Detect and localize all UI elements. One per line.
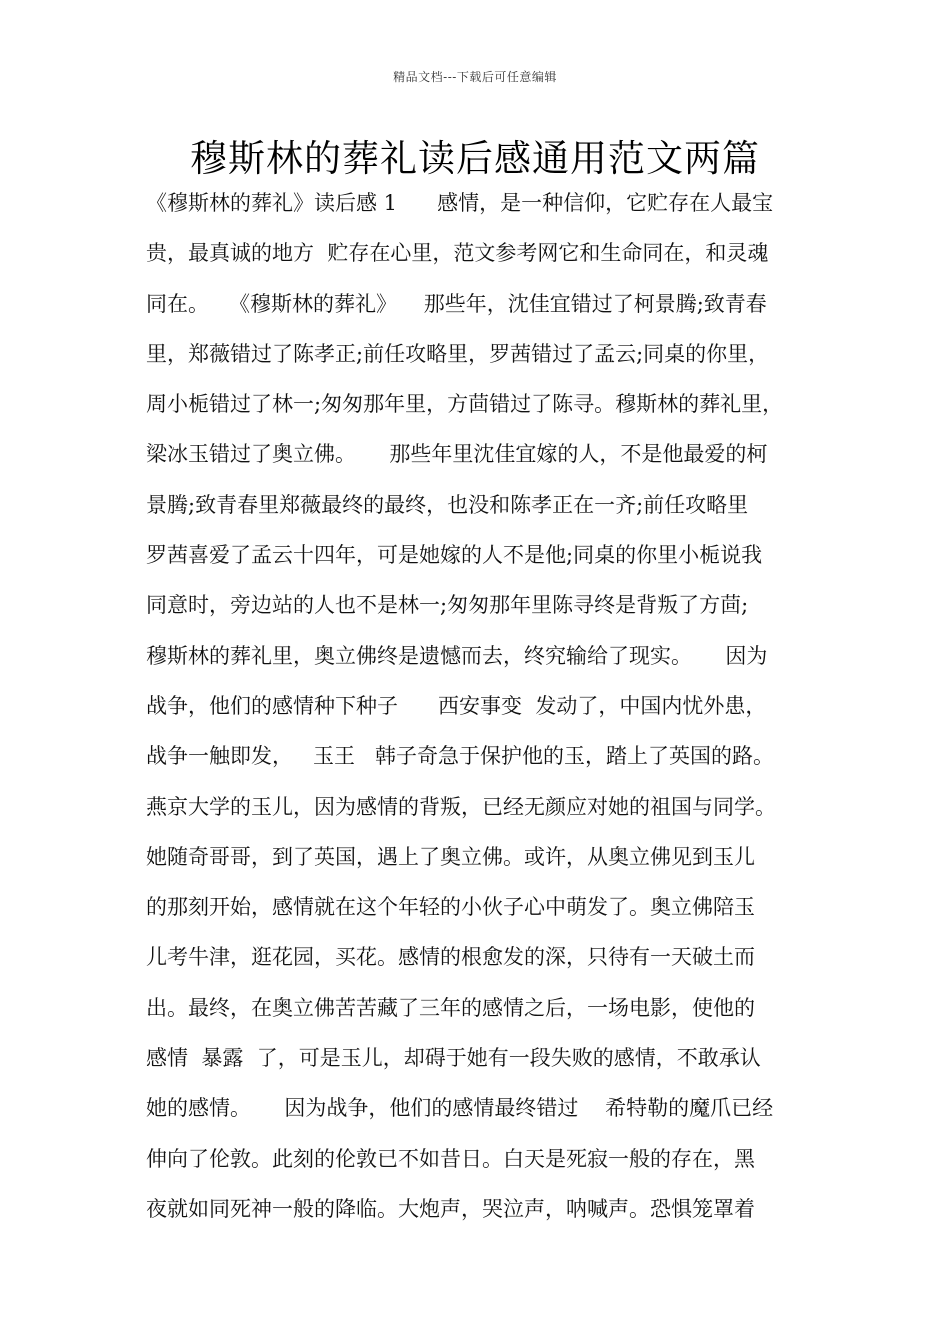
body-line: 伸向了伦敦。此刻的伦敦已不如昔日。白天是死寂一般的存在，黑: [146, 1146, 755, 1171]
body-line: 夜就如同死神一般的降临。大炮声，哭泣声，呐喊声。恐惧笼罩着: [146, 1196, 755, 1221]
document-title: 穆斯林的葬礼读后感通用范文两篇: [190, 137, 760, 180]
body-line: 的那刻开始，感情就在这个年轻的小伙子心中萌发了。奥立佛陪玉: [146, 895, 755, 920]
body-line: 梁冰玉错过了奥立佛。 那些年里沈佳宜嫁的人，不是他最爱的柯: [146, 442, 768, 467]
body-line: 她随奇哥哥，到了英国，遇上了奥立佛。或许，从奥立佛见到玉儿: [146, 844, 755, 869]
body-line: 《穆斯林的葬礼》读后感 1 感情，是一种信仰，它贮存在人最宝: [146, 191, 774, 215]
body-line: 出。最终，在奥立佛苦苦藏了三年的感情之后，一场电影，使他的: [146, 995, 755, 1020]
body-line: 战争，他们的感情种下种子 西安事变 发动了，中国内忧外患，: [146, 693, 767, 718]
body-line: 战争一触即发， 玉王 韩子奇急于保护他的玉，踏上了英国的路。: [146, 744, 775, 769]
header-note: 精品文档---下载后可任意编辑: [393, 70, 557, 84]
body-line: 罗茜喜爱了孟云十四年，可是她嫁的人不是他;同桌的你里小栀说我: [146, 543, 763, 568]
body-line: 景腾;致青春里郑薇最终的最终，也没和陈孝正在一齐;前任攻略里: [146, 492, 749, 517]
body-line: 感情 暴露 了，可是玉儿，却碍于她有一段失败的感情，不敢承认: [146, 1046, 761, 1071]
document-body: [146, 178, 821, 1234]
body-line: 她的感情。 因为战争，他们的感情最终错过 希特勒的魔爪已经: [146, 1096, 774, 1121]
body-line: 周小栀错过了林一;匆匆那年里，方茴错过了陈寻。穆斯林的葬礼里，: [146, 392, 784, 417]
body-line: 里，郑薇错过了陈孝正;前任攻略里，罗茜错过了孟云;同桌的你里，: [146, 341, 770, 366]
body-line: 贵，最真诚的地方 贮存在心里，范文参考网它和生命同在，和灵魂: [146, 241, 769, 266]
body-line: 同意时，旁边站的人也不是林一;匆匆那年里陈寻终是背叛了方茴;: [146, 593, 749, 618]
body-line: 同在。 《穆斯林的葬礼》 那些年，沈佳宜错过了柯景腾;致青春: [146, 291, 767, 316]
body-line: 儿考牛津，逛花园，买花。感情的根愈发的深，只待有一天破土而: [146, 945, 755, 970]
body-line: 燕京大学的玉儿，因为感情的背叛，已经无颜应对她的祖国与同学。: [146, 794, 776, 819]
body-line: 穆斯林的葬礼里，奥立佛终是遗憾而去，终究输给了现实。 因为: [146, 643, 768, 668]
